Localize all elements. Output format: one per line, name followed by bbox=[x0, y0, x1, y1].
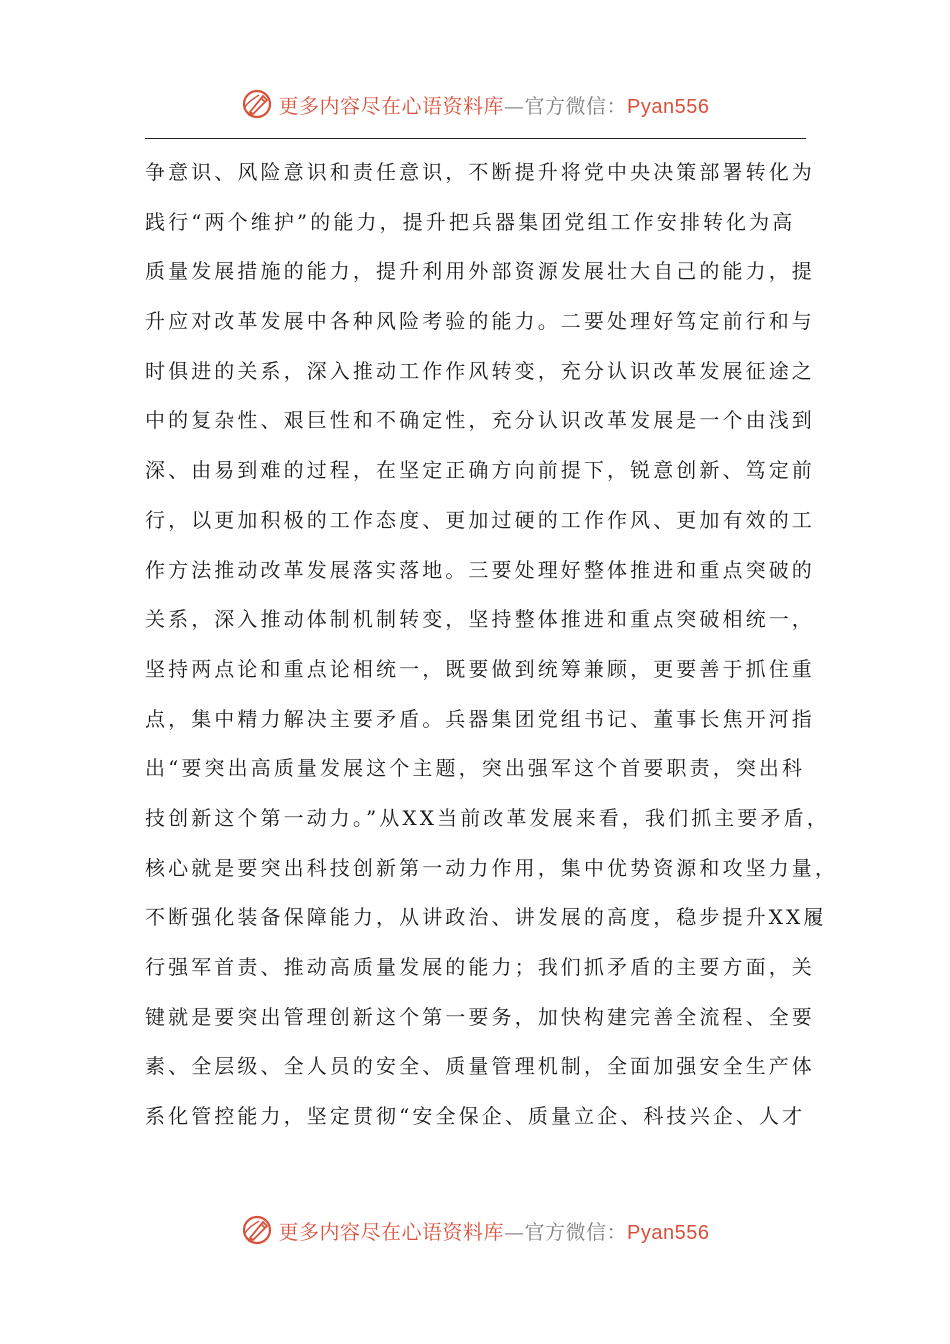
body-line: 关系，深入推动体制机制转变，坚持整体推进和重点突破相统一， bbox=[145, 607, 815, 632]
body-line: 技创新这个第一动力。”从XX当前改革发展来看，我们抓主要矛盾， bbox=[145, 805, 830, 830]
body-line: 深、由易到难的过程，在坚定正确方向前提下，锐意创新、笃定前 bbox=[145, 458, 815, 483]
body-line: 质量发展措施的能力，提升利用外部资源发展壮大自己的能力，提 bbox=[145, 259, 815, 284]
footer-official-label: 官方微信： bbox=[524, 1219, 628, 1244]
pen-nib-logo-icon bbox=[241, 1213, 275, 1247]
header-banner-text bbox=[279, 90, 710, 119]
body-line: 素、全层级、全人员的安全、质量管理机制，全面加强安全生产体 bbox=[145, 1054, 815, 1079]
body-line: 点，集中精力解决主要矛盾。兵器集团党组书记、董事长焦开河指 bbox=[145, 706, 815, 731]
body-line: 时俱进的关系，深入推动工作作风转变，充分认识改革发展征途之 bbox=[145, 358, 815, 383]
body-line: 行强军首责、推动高质量发展的能力；我们抓矛盾的主要方面，关 bbox=[145, 955, 815, 979]
body-line: 出“要突出高质量发展这个主题，突出强军这个首要职责，突出科 bbox=[145, 756, 806, 781]
footer-brand-text: 更多内容尽在心语资料库 bbox=[278, 1219, 505, 1244]
header-wechat-id: Pyan556 bbox=[627, 95, 710, 118]
body-line: 争意识、风险意识和责任意识，不断提升将党中央决策部署转化为 bbox=[145, 160, 815, 184]
body-line: 系化管控能力，坚定贯彻“安全保企、质量立企、科技兴企、人才 bbox=[145, 1104, 806, 1129]
body-line: 升应对改革发展中各种风险考验的能力。二要处理好笃定前行和与 bbox=[145, 309, 815, 334]
body-line: 践行“两个维护”的能力，提升把兵器集团党组工作安排转化为高 bbox=[145, 209, 796, 234]
body-line: 作方法推动改革发展落实落地。三要处理好整体推进和重点突破的 bbox=[145, 557, 815, 582]
header-separator: — bbox=[504, 93, 525, 118]
body-line: 中的复杂性、艰巨性和不确定性，充分认识改革发展是一个由浅到 bbox=[145, 408, 815, 433]
footer-separator: — bbox=[504, 1219, 525, 1244]
footer-wechat-id: Pyan556 bbox=[627, 1221, 710, 1244]
footer-banner bbox=[0, 1210, 950, 1250]
body-line: 不断强化装备保障能力，从讲政治、讲发展的高度，稳步提升XX履 bbox=[145, 905, 827, 930]
body-line: 键就是要突出管理创新这个第一要务，加快构建完善全流程、全要 bbox=[145, 1004, 815, 1029]
header-official-label: 官方微信： bbox=[524, 93, 628, 118]
body-line: 核心就是要突出科技创新第一动力作用，集中优势资源和攻坚力量， bbox=[145, 855, 838, 880]
header-brand-text: 更多内容尽在心语资料库 bbox=[278, 93, 505, 118]
header-divider bbox=[145, 138, 806, 139]
document-body bbox=[145, 148, 838, 1142]
footer-banner-text bbox=[279, 1216, 710, 1245]
pen-nib-logo-icon bbox=[241, 87, 275, 121]
body-line: 行，以更加积极的工作态度、更加过硬的工作作风、更加有效的工 bbox=[145, 507, 815, 532]
header-banner bbox=[0, 84, 950, 124]
body-line: 坚持两点论和重点论相统一，既要做到统筹兼顾，更要善于抓住重 bbox=[145, 656, 815, 681]
